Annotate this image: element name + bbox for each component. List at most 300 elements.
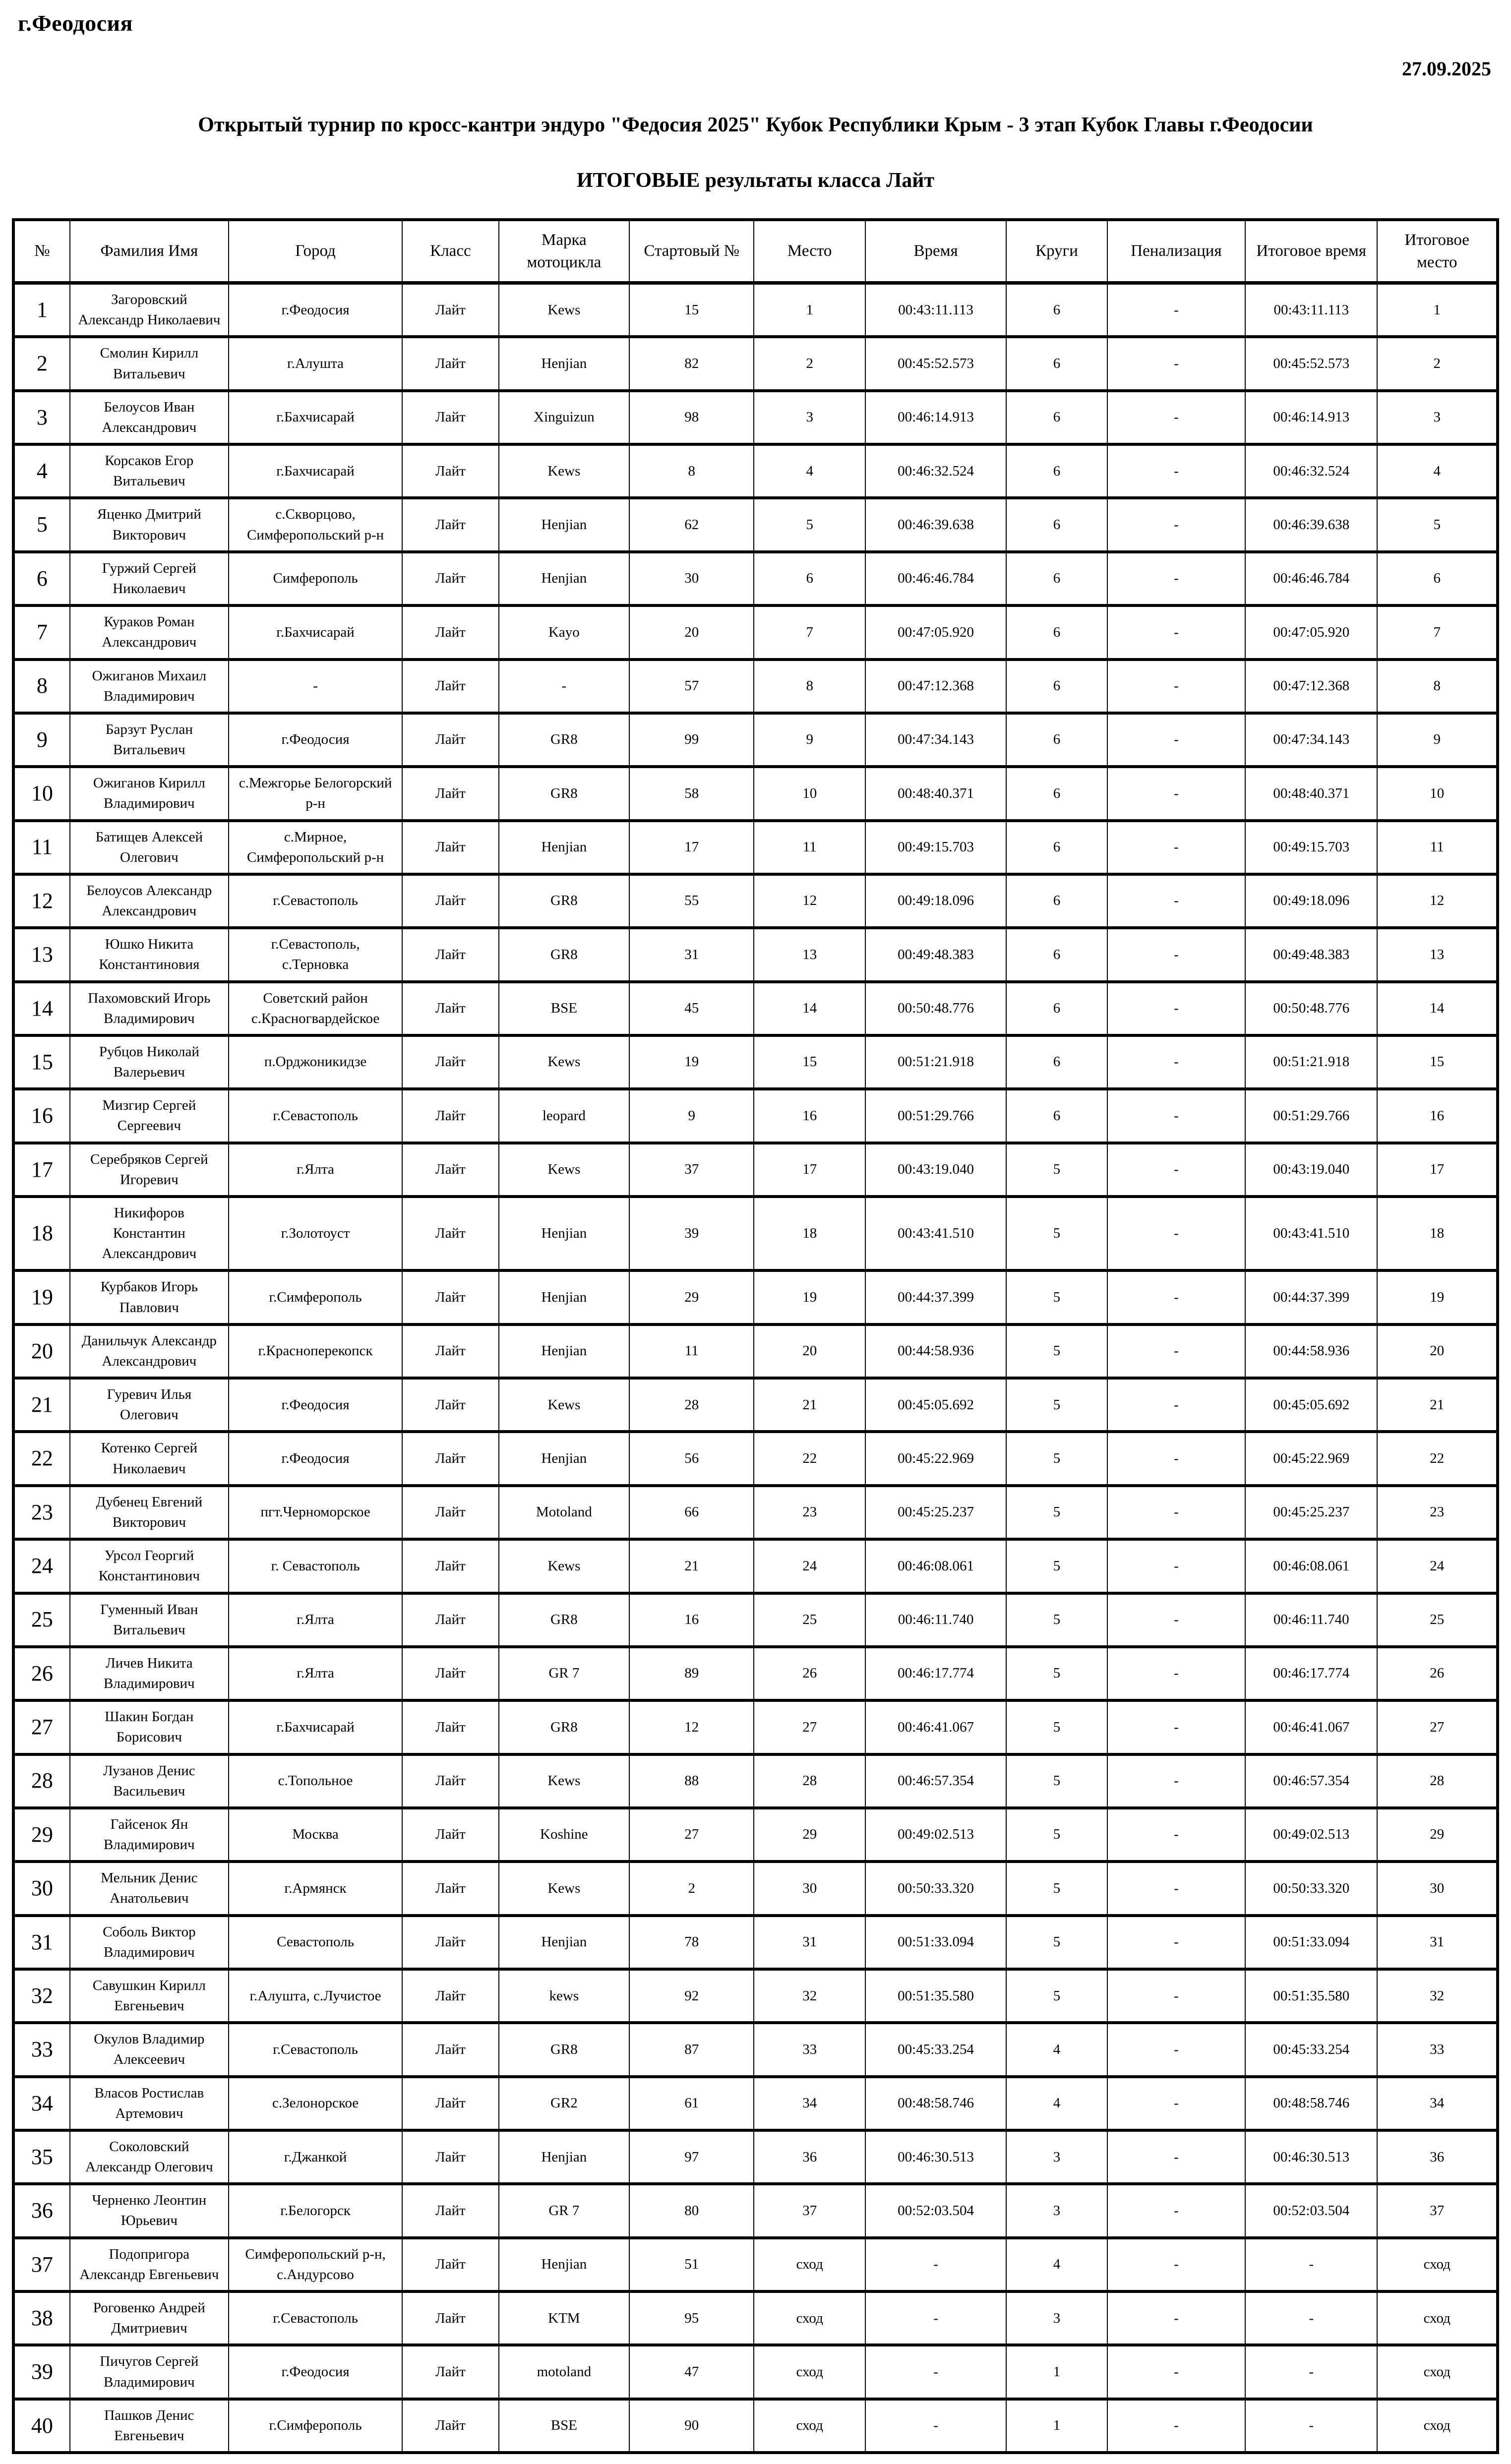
cell-total-time: - bbox=[1245, 2291, 1377, 2345]
cell-total-time: 00:46:41.067 bbox=[1245, 1700, 1377, 1754]
cell-penalty: - bbox=[1107, 660, 1245, 713]
cell-city: Севастополь bbox=[229, 1916, 402, 1969]
cell-penalty: - bbox=[1107, 283, 1245, 337]
cell-place: сход bbox=[754, 2399, 865, 2453]
cell-place: 16 bbox=[754, 1089, 865, 1142]
cell-time: 00:50:33.320 bbox=[865, 1862, 1006, 1915]
cell-start-no: 8 bbox=[629, 444, 754, 498]
cell-final-place: 9 bbox=[1377, 713, 1498, 767]
cell-total-time: 00:46:17.774 bbox=[1245, 1647, 1377, 1700]
cell-total-time: 00:45:33.254 bbox=[1245, 2023, 1377, 2076]
cell-city: г.Алушта, с.Лучистое bbox=[229, 1969, 402, 2023]
cell-total-time: 00:48:40.371 bbox=[1245, 767, 1377, 820]
cell-place: сход bbox=[754, 2238, 865, 2291]
page-subtitle: ИТОГОВЫЕ результаты класса Лайт bbox=[576, 169, 935, 192]
table-row bbox=[13, 1143, 1498, 1197]
cell-name: Белоусов Александр Александрович bbox=[70, 874, 229, 928]
cell-city: г.Феодосия bbox=[229, 1378, 402, 1432]
cell-penalty: - bbox=[1107, 444, 1245, 498]
table-row bbox=[13, 2023, 1498, 2076]
cell-penalty: - bbox=[1107, 821, 1245, 874]
table-row bbox=[13, 1035, 1498, 1089]
cell-time: 00:51:21.918 bbox=[865, 1035, 1006, 1089]
cell-laps: 5 bbox=[1006, 1969, 1107, 2023]
cell-place: 18 bbox=[754, 1197, 865, 1271]
cell-start-no: 92 bbox=[629, 1969, 754, 2023]
cell-final-place: 20 bbox=[1377, 1324, 1498, 1378]
table-row bbox=[13, 2345, 1498, 2399]
cell-time: 00:46:41.067 bbox=[865, 1700, 1006, 1754]
cell-city: г.Феодосия bbox=[229, 283, 402, 337]
cell-city: г.Белогорск bbox=[229, 2184, 402, 2237]
cell-final-place: 24 bbox=[1377, 1539, 1498, 1593]
cell-penalty: - bbox=[1107, 928, 1245, 981]
cell-laps: 5 bbox=[1006, 1378, 1107, 1432]
cell-final-place: 16 bbox=[1377, 1089, 1498, 1142]
cell-laps: 3 bbox=[1006, 2184, 1107, 2237]
cell-laps: 4 bbox=[1006, 2238, 1107, 2291]
cell-final-place: 10 bbox=[1377, 767, 1498, 820]
cell-time: - bbox=[865, 2291, 1006, 2345]
cell-laps: 1 bbox=[1006, 2345, 1107, 2399]
cell-name: Белоусов Иван Александрович bbox=[70, 391, 229, 444]
cell-city: г.Севастополь bbox=[229, 2291, 402, 2345]
cell-total-time: 00:43:41.510 bbox=[1245, 1197, 1377, 1271]
cell-laps: 5 bbox=[1006, 1593, 1107, 1647]
cell-time: 00:44:37.399 bbox=[865, 1270, 1006, 1324]
cell-total-time: 00:44:37.399 bbox=[1245, 1270, 1377, 1324]
cell-start-no: 55 bbox=[629, 874, 754, 928]
cell-start-no: 2 bbox=[629, 1862, 754, 1915]
cell-bike: leopard bbox=[499, 1089, 629, 1142]
cell-final-place: сход bbox=[1377, 2291, 1498, 2345]
cell-bike: GR8 bbox=[499, 2023, 629, 2076]
cell-penalty: - bbox=[1107, 605, 1245, 659]
cell-time: 00:44:58.936 bbox=[865, 1324, 1006, 1378]
cell-laps: 6 bbox=[1006, 283, 1107, 337]
cell-time: 00:46:30.513 bbox=[865, 2130, 1006, 2184]
cell-place: 5 bbox=[754, 498, 865, 551]
cell-city: - bbox=[229, 660, 402, 713]
cell-time: 00:46:57.354 bbox=[865, 1754, 1006, 1808]
cell-num: 31 bbox=[13, 1916, 70, 1969]
cell-time: 00:48:58.746 bbox=[865, 2077, 1006, 2130]
cell-total-time: 00:51:35.580 bbox=[1245, 1969, 1377, 2023]
table-row bbox=[13, 1754, 1498, 1808]
cell-bike: Kews bbox=[499, 1378, 629, 1432]
cell-city: г.Ялта bbox=[229, 1143, 402, 1197]
cell-class: Лайт bbox=[402, 1035, 499, 1089]
cell-num: 10 bbox=[13, 767, 70, 820]
cell-place: 8 bbox=[754, 660, 865, 713]
cell-time: 00:49:18.096 bbox=[865, 874, 1006, 928]
cell-place: 19 bbox=[754, 1270, 865, 1324]
cell-time: 00:51:33.094 bbox=[865, 1916, 1006, 1969]
cell-class: Лайт bbox=[402, 1378, 499, 1432]
cell-class: Лайт bbox=[402, 1486, 499, 1539]
cell-name: Яценко Дмитрий Викторович bbox=[70, 498, 229, 551]
cell-final-place: 8 bbox=[1377, 660, 1498, 713]
cell-bike: GR8 bbox=[499, 928, 629, 981]
cell-name: Гайсенок Ян Владимирович bbox=[70, 1808, 229, 1862]
cell-start-no: 66 bbox=[629, 1486, 754, 1539]
cell-name: Данильчук Александр Александрович bbox=[70, 1324, 229, 1378]
table-row bbox=[13, 928, 1498, 981]
cell-penalty: - bbox=[1107, 1378, 1245, 1432]
cell-bike: KTM bbox=[499, 2291, 629, 2345]
cell-class: Лайт bbox=[402, 337, 499, 390]
cell-place: 33 bbox=[754, 2023, 865, 2076]
cell-penalty: - bbox=[1107, 1808, 1245, 1862]
cell-start-no: 51 bbox=[629, 2238, 754, 2291]
cell-start-no: 57 bbox=[629, 660, 754, 713]
cell-start-no: 87 bbox=[629, 2023, 754, 2076]
cell-laps: 6 bbox=[1006, 498, 1107, 551]
cell-time: 00:46:46.784 bbox=[865, 552, 1006, 605]
cell-final-place: 31 bbox=[1377, 1916, 1498, 1969]
cell-bike: Kews bbox=[499, 1143, 629, 1197]
cell-start-no: 78 bbox=[629, 1916, 754, 1969]
cell-total-time: 00:47:34.143 bbox=[1245, 713, 1377, 767]
cell-num: 15 bbox=[13, 1035, 70, 1089]
cell-total-time: 00:45:05.692 bbox=[1245, 1378, 1377, 1432]
cell-class: Лайт bbox=[402, 1324, 499, 1378]
cell-start-no: 9 bbox=[629, 1089, 754, 1142]
cell-city: с.Зелонорское bbox=[229, 2077, 402, 2130]
cell-name: Соболь Виктор Владимирович bbox=[70, 1916, 229, 1969]
cell-city: Советский район с.Красногвардейское bbox=[229, 982, 402, 1035]
cell-total-time: 00:51:21.918 bbox=[1245, 1035, 1377, 1089]
cell-place: 10 bbox=[754, 767, 865, 820]
cell-penalty: - bbox=[1107, 1539, 1245, 1593]
cell-laps: 3 bbox=[1006, 2291, 1107, 2345]
cell-time: - bbox=[865, 2345, 1006, 2399]
header-cell-laps: Круги bbox=[1006, 220, 1107, 283]
cell-penalty: - bbox=[1107, 1143, 1245, 1197]
cell-class: Лайт bbox=[402, 2130, 499, 2184]
cell-name: Пашков Денис Евгеньевич bbox=[70, 2399, 229, 2453]
cell-penalty: - bbox=[1107, 1700, 1245, 1754]
cell-class: Лайт bbox=[402, 605, 499, 659]
cell-penalty: - bbox=[1107, 1089, 1245, 1142]
cell-start-no: 99 bbox=[629, 713, 754, 767]
cell-laps: 5 bbox=[1006, 1143, 1107, 1197]
header-cell-time: Время bbox=[865, 220, 1006, 283]
cell-bike: Henjian bbox=[499, 1197, 629, 1271]
cell-time: 00:52:03.504 bbox=[865, 2184, 1006, 2237]
cell-place: 32 bbox=[754, 1969, 865, 2023]
cell-city: г.Бахчисарай bbox=[229, 605, 402, 659]
cell-laps: 6 bbox=[1006, 552, 1107, 605]
cell-city: г.Симферополь bbox=[229, 2399, 402, 2453]
cell-num: 35 bbox=[13, 2130, 70, 2184]
cell-start-no: 37 bbox=[629, 1143, 754, 1197]
cell-city: Москва bbox=[229, 1808, 402, 1862]
cell-time: 00:43:19.040 bbox=[865, 1143, 1006, 1197]
cell-final-place: 14 bbox=[1377, 982, 1498, 1035]
cell-num: 5 bbox=[13, 498, 70, 551]
cell-place: 3 bbox=[754, 391, 865, 444]
cell-penalty: - bbox=[1107, 1324, 1245, 1378]
cell-place: 13 bbox=[754, 928, 865, 981]
cell-class: Лайт bbox=[402, 1862, 499, 1915]
table-row bbox=[13, 713, 1498, 767]
cell-penalty: - bbox=[1107, 713, 1245, 767]
cell-time: 00:46:39.638 bbox=[865, 498, 1006, 551]
cell-num: 40 bbox=[13, 2399, 70, 2453]
cell-class: Лайт bbox=[402, 2238, 499, 2291]
cell-penalty: - bbox=[1107, 1593, 1245, 1647]
cell-class: Лайт bbox=[402, 2291, 499, 2345]
cell-penalty: - bbox=[1107, 1647, 1245, 1700]
cell-city: с.Мирное, Симферопольский р-н bbox=[229, 821, 402, 874]
cell-time: 00:46:32.524 bbox=[865, 444, 1006, 498]
cell-time: 00:47:34.143 bbox=[865, 713, 1006, 767]
cell-final-place: сход bbox=[1377, 2345, 1498, 2399]
cell-name: Никифоров Константин Александрович bbox=[70, 1197, 229, 1271]
cell-laps: 6 bbox=[1006, 337, 1107, 390]
cell-total-time: 00:45:25.237 bbox=[1245, 1486, 1377, 1539]
cell-total-time: 00:46:08.061 bbox=[1245, 1539, 1377, 1593]
cell-name: Загоровский Александр Николаевич bbox=[70, 283, 229, 337]
cell-place: 17 bbox=[754, 1143, 865, 1197]
cell-place: 26 bbox=[754, 1647, 865, 1700]
table-row bbox=[13, 552, 1498, 605]
cell-num: 7 bbox=[13, 605, 70, 659]
cell-total-time: - bbox=[1245, 2399, 1377, 2453]
cell-city: с.Межгорье Белогорский р-н bbox=[229, 767, 402, 820]
cell-penalty: - bbox=[1107, 1270, 1245, 1324]
cell-final-place: 11 bbox=[1377, 821, 1498, 874]
table-row bbox=[13, 1539, 1498, 1593]
cell-time: 00:46:08.061 bbox=[865, 1539, 1006, 1593]
table-row bbox=[13, 767, 1498, 820]
cell-bike: GR2 bbox=[499, 2077, 629, 2130]
cell-place: 9 bbox=[754, 713, 865, 767]
cell-total-time: 00:46:57.354 bbox=[1245, 1754, 1377, 1808]
cell-city: с.Топольное bbox=[229, 1754, 402, 1808]
cell-class: Лайт bbox=[402, 1647, 499, 1700]
table-row bbox=[13, 821, 1498, 874]
cell-name: Кураков Роман Александрович bbox=[70, 605, 229, 659]
cell-place: 28 bbox=[754, 1754, 865, 1808]
cell-penalty: - bbox=[1107, 1486, 1245, 1539]
cell-name: Шакин Богдан Борисович bbox=[70, 1700, 229, 1754]
cell-bike: Kayo bbox=[499, 605, 629, 659]
cell-bike: GR8 bbox=[499, 874, 629, 928]
cell-name: Рубцов Николай Валерьевич bbox=[70, 1035, 229, 1089]
cell-penalty: - bbox=[1107, 2130, 1245, 2184]
document-date: 27.09.2025 bbox=[1402, 58, 1491, 80]
cell-bike: Kews bbox=[499, 283, 629, 337]
cell-time: 00:45:05.692 bbox=[865, 1378, 1006, 1432]
cell-class: Лайт bbox=[402, 1143, 499, 1197]
cell-class: Лайт bbox=[402, 660, 499, 713]
cell-total-time: 00:52:03.504 bbox=[1245, 2184, 1377, 2237]
cell-place: 31 bbox=[754, 1916, 865, 1969]
cell-name: Корсаков Егор Витальевич bbox=[70, 444, 229, 498]
cell-city: г.Красноперекопск bbox=[229, 1324, 402, 1378]
document-location: г.Феодосия bbox=[18, 10, 133, 36]
cell-class: Лайт bbox=[402, 1197, 499, 1271]
table-row bbox=[13, 1862, 1498, 1915]
cell-total-time: 00:46:30.513 bbox=[1245, 2130, 1377, 2184]
cell-total-time: 00:49:02.513 bbox=[1245, 1808, 1377, 1862]
cell-class: Лайт bbox=[402, 391, 499, 444]
cell-place: 7 bbox=[754, 605, 865, 659]
cell-class: Лайт bbox=[402, 767, 499, 820]
cell-start-no: 29 bbox=[629, 1270, 754, 1324]
table-row bbox=[13, 874, 1498, 928]
cell-city: г.Бахчисарай bbox=[229, 444, 402, 498]
cell-start-no: 15 bbox=[629, 283, 754, 337]
cell-bike: Koshine bbox=[499, 1808, 629, 1862]
cell-name: Савушкин Кирилл Евгеньевич bbox=[70, 1969, 229, 2023]
cell-penalty: - bbox=[1107, 552, 1245, 605]
cell-num: 23 bbox=[13, 1486, 70, 1539]
cell-penalty: - bbox=[1107, 767, 1245, 820]
cell-total-time: 00:44:58.936 bbox=[1245, 1324, 1377, 1378]
cell-class: Лайт bbox=[402, 1754, 499, 1808]
cell-class: Лайт bbox=[402, 283, 499, 337]
cell-start-no: 27 bbox=[629, 1808, 754, 1862]
cell-num: 17 bbox=[13, 1143, 70, 1197]
cell-laps: 6 bbox=[1006, 391, 1107, 444]
cell-start-no: 97 bbox=[629, 2130, 754, 2184]
cell-final-place: 4 bbox=[1377, 444, 1498, 498]
cell-bike: GR8 bbox=[499, 767, 629, 820]
cell-final-place: 33 bbox=[1377, 2023, 1498, 2076]
cell-total-time: 00:49:15.703 bbox=[1245, 821, 1377, 874]
cell-penalty: - bbox=[1107, 874, 1245, 928]
table-row bbox=[13, 1270, 1498, 1324]
cell-num: 6 bbox=[13, 552, 70, 605]
cell-time: 00:45:22.969 bbox=[865, 1432, 1006, 1485]
cell-place: 2 bbox=[754, 337, 865, 390]
cell-time: 00:45:52.573 bbox=[865, 337, 1006, 390]
cell-name: Пахомовский Игорь Владимирович bbox=[70, 982, 229, 1035]
cell-num: 25 bbox=[13, 1593, 70, 1647]
cell-num: 19 bbox=[13, 1270, 70, 1324]
cell-time: 00:51:29.766 bbox=[865, 1089, 1006, 1142]
table-header-row bbox=[13, 220, 1498, 283]
cell-num: 22 bbox=[13, 1432, 70, 1485]
cell-class: Лайт bbox=[402, 1593, 499, 1647]
cell-name: Роговенко Андрей Дмитриевич bbox=[70, 2291, 229, 2345]
cell-city: г.Алушта bbox=[229, 337, 402, 390]
cell-name: Соколовский Александр Олегович bbox=[70, 2130, 229, 2184]
cell-laps: 6 bbox=[1006, 767, 1107, 820]
cell-total-time: 00:51:33.094 bbox=[1245, 1916, 1377, 1969]
cell-bike: Henjian bbox=[499, 552, 629, 605]
cell-city: с.Скворцово, Симферопольский р-н bbox=[229, 498, 402, 551]
cell-time: 00:43:11.113 bbox=[865, 283, 1006, 337]
cell-time: 00:49:48.383 bbox=[865, 928, 1006, 981]
cell-laps: 5 bbox=[1006, 1324, 1107, 1378]
cell-penalty: - bbox=[1107, 2345, 1245, 2399]
cell-laps: 4 bbox=[1006, 2023, 1107, 2076]
cell-final-place: 25 bbox=[1377, 1593, 1498, 1647]
cell-bike: GR 7 bbox=[499, 1647, 629, 1700]
cell-city: г. Севастополь bbox=[229, 1539, 402, 1593]
header-cell-num: № bbox=[13, 220, 70, 283]
cell-laps: 6 bbox=[1006, 874, 1107, 928]
cell-time: 00:50:48.776 bbox=[865, 982, 1006, 1035]
cell-total-time: 00:45:22.969 bbox=[1245, 1432, 1377, 1485]
cell-class: Лайт bbox=[402, 552, 499, 605]
cell-city: г.Феодосия bbox=[229, 713, 402, 767]
cell-class: Лайт bbox=[402, 1808, 499, 1862]
cell-total-time: 00:47:12.368 bbox=[1245, 660, 1377, 713]
cell-class: Лайт bbox=[402, 713, 499, 767]
cell-penalty: - bbox=[1107, 2023, 1245, 2076]
cell-place: 20 bbox=[754, 1324, 865, 1378]
cell-time: - bbox=[865, 2399, 1006, 2453]
cell-penalty: - bbox=[1107, 1969, 1245, 2023]
cell-name: Личев Никита Владимирович bbox=[70, 1647, 229, 1700]
cell-final-place: 28 bbox=[1377, 1754, 1498, 1808]
cell-class: Лайт bbox=[402, 2399, 499, 2453]
cell-start-no: 31 bbox=[629, 928, 754, 981]
cell-laps: 4 bbox=[1006, 2077, 1107, 2130]
cell-place: сход bbox=[754, 2345, 865, 2399]
cell-start-no: 98 bbox=[629, 391, 754, 444]
cell-start-no: 20 bbox=[629, 605, 754, 659]
cell-bike: Henjian bbox=[499, 1432, 629, 1485]
cell-start-no: 61 bbox=[629, 2077, 754, 2130]
cell-total-time: - bbox=[1245, 2238, 1377, 2291]
cell-laps: 6 bbox=[1006, 605, 1107, 659]
header-cell-city: Город bbox=[229, 220, 402, 283]
cell-final-place: 32 bbox=[1377, 1969, 1498, 2023]
cell-place: 6 bbox=[754, 552, 865, 605]
cell-num: 9 bbox=[13, 713, 70, 767]
cell-final-place: 26 bbox=[1377, 1647, 1498, 1700]
table-row bbox=[13, 1700, 1498, 1754]
cell-bike: Kews bbox=[499, 1539, 629, 1593]
cell-laps: 6 bbox=[1006, 660, 1107, 713]
cell-num: 14 bbox=[13, 982, 70, 1035]
cell-name: Ожиганов Михаил Владимирович bbox=[70, 660, 229, 713]
table-row bbox=[13, 391, 1498, 444]
cell-bike: Kews bbox=[499, 1035, 629, 1089]
cell-name: Власов Ростислав Артемович bbox=[70, 2077, 229, 2130]
cell-name: Урсол Георгий Константинович bbox=[70, 1539, 229, 1593]
table-row bbox=[13, 1324, 1498, 1378]
cell-name: Гуревич Илья Олегович bbox=[70, 1378, 229, 1432]
cell-bike: GR8 bbox=[499, 1700, 629, 1754]
cell-final-place: 18 bbox=[1377, 1197, 1498, 1271]
cell-final-place: 1 bbox=[1377, 283, 1498, 337]
cell-final-place: 7 bbox=[1377, 605, 1498, 659]
table-row bbox=[13, 2130, 1498, 2184]
cell-class: Лайт bbox=[402, 2077, 499, 2130]
cell-place: 30 bbox=[754, 1862, 865, 1915]
cell-start-no: 28 bbox=[629, 1378, 754, 1432]
cell-penalty: - bbox=[1107, 982, 1245, 1035]
cell-start-no: 56 bbox=[629, 1432, 754, 1485]
table-row bbox=[13, 1593, 1498, 1647]
cell-penalty: - bbox=[1107, 1432, 1245, 1485]
cell-penalty: - bbox=[1107, 2238, 1245, 2291]
cell-laps: 5 bbox=[1006, 1862, 1107, 1915]
cell-penalty: - bbox=[1107, 1916, 1245, 1969]
cell-total-time: 00:46:32.524 bbox=[1245, 444, 1377, 498]
cell-class: Лайт bbox=[402, 498, 499, 551]
cell-num: 18 bbox=[13, 1197, 70, 1271]
cell-laps: 6 bbox=[1006, 928, 1107, 981]
cell-name: Подопригора Александр Евгеньевич bbox=[70, 2238, 229, 2291]
